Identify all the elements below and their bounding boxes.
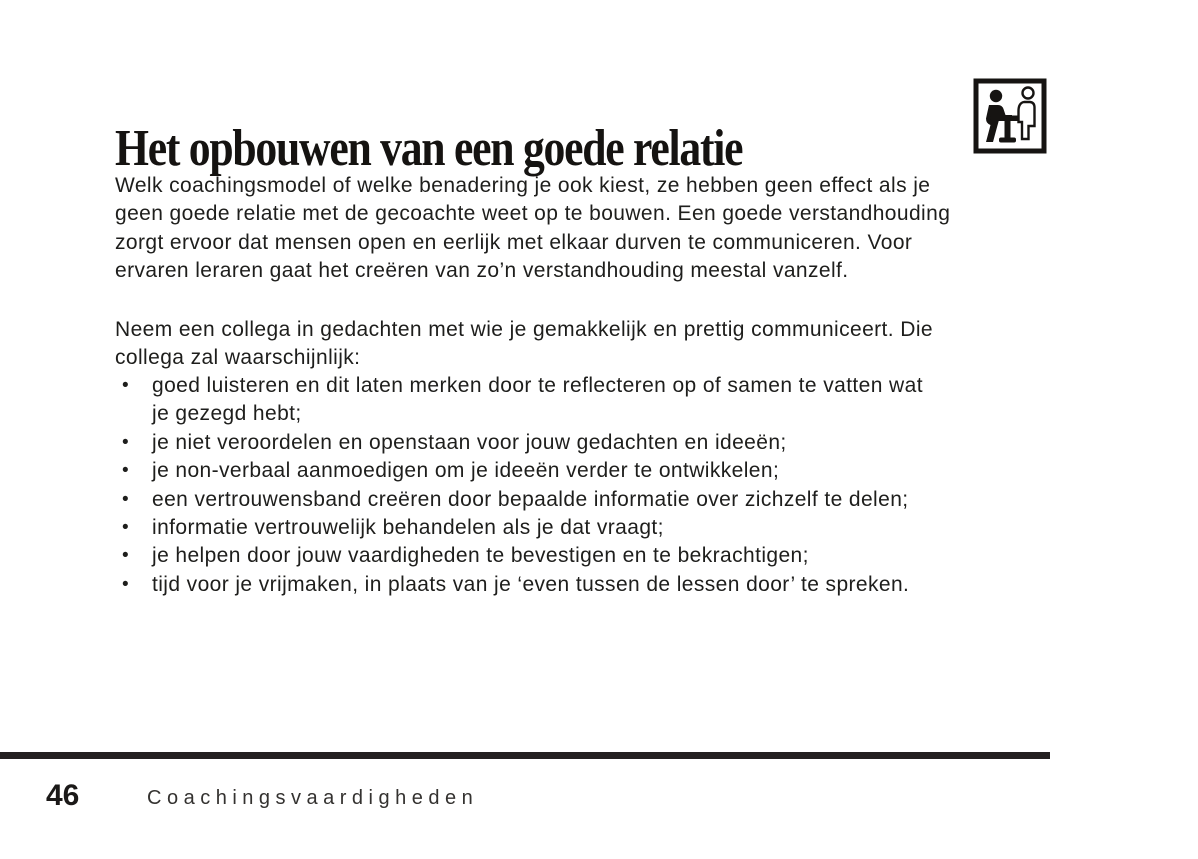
paragraph-line: zorgt ervoor dat mensen open en eerlijk met elkaar durven te communiceren. Voor (115, 230, 913, 254)
list-item (115, 457, 1060, 485)
list-item-text: je helpen door jouw vaardigheden te bevestigen en te bekrachtigen; (152, 544, 809, 568)
bullet-icon: • (122, 517, 130, 539)
list-item (115, 372, 1060, 429)
lead-in-paragraph (115, 316, 1060, 373)
list-item-text: een vertrouwensband creëren door bepaalde informatie over zichzelf te delen; (152, 487, 909, 511)
paragraph-line: geen goede relatie met de gecoachte weet op te bouwen. Een goede verstandhouding (115, 202, 951, 226)
bullet-icon: • (122, 375, 130, 396)
list-item (115, 429, 1060, 457)
page-number: 46 (46, 779, 80, 812)
footer-rule (0, 752, 1050, 759)
list-item (115, 542, 1060, 570)
list-item (115, 486, 1060, 514)
list-item-text: goed luisteren en dit laten merken door te reflecteren op of samen te vatten wat je gezegd hebt; (152, 374, 923, 426)
bullet-list (115, 372, 1060, 599)
paragraph-line: ervaren leraren gaat het creëren van zo’n verstandhouding meestal vanzelf. (115, 259, 849, 283)
bullet-icon: • (122, 460, 130, 482)
conversation-at-table-icon (973, 78, 1047, 154)
bullet-icon: • (122, 545, 130, 567)
paragraph-line: Neem een collega in gedachten met wie je gemakkelijk en prettig communiceert. Die (115, 318, 933, 341)
list-item (115, 571, 1060, 599)
list-item-text: informatie vertrouwelijk behandelen als je dat vraagt; (152, 516, 664, 540)
bullet-icon: • (122, 488, 130, 510)
list-item-text: je niet veroordelen en openstaan voor jouw gedachten en ideeën; (152, 430, 787, 454)
intro-paragraph (115, 172, 1060, 286)
list-item-text: je non-verbaal aanmoedigen om je ideeën verder te ontwikkelen; (152, 459, 780, 483)
bullet-icon: • (122, 573, 130, 595)
bullet-icon: • (122, 431, 130, 453)
paragraph-line: Welk coachingsmodel of welke benadering je ook kiest, ze hebben geen effect als je (115, 174, 931, 197)
list-item-text: tijd voor je vrijmaken, in plaats van je ‘even tussen de lessen door’ te spreken. (152, 572, 910, 596)
paragraph-line: collega zal waarschijnlijk: (115, 346, 361, 370)
list-item (115, 514, 1060, 542)
book-title: Coachingsvaardigheden (147, 787, 479, 809)
page-title: Het opbouwen van een goede relatie (115, 119, 743, 177)
